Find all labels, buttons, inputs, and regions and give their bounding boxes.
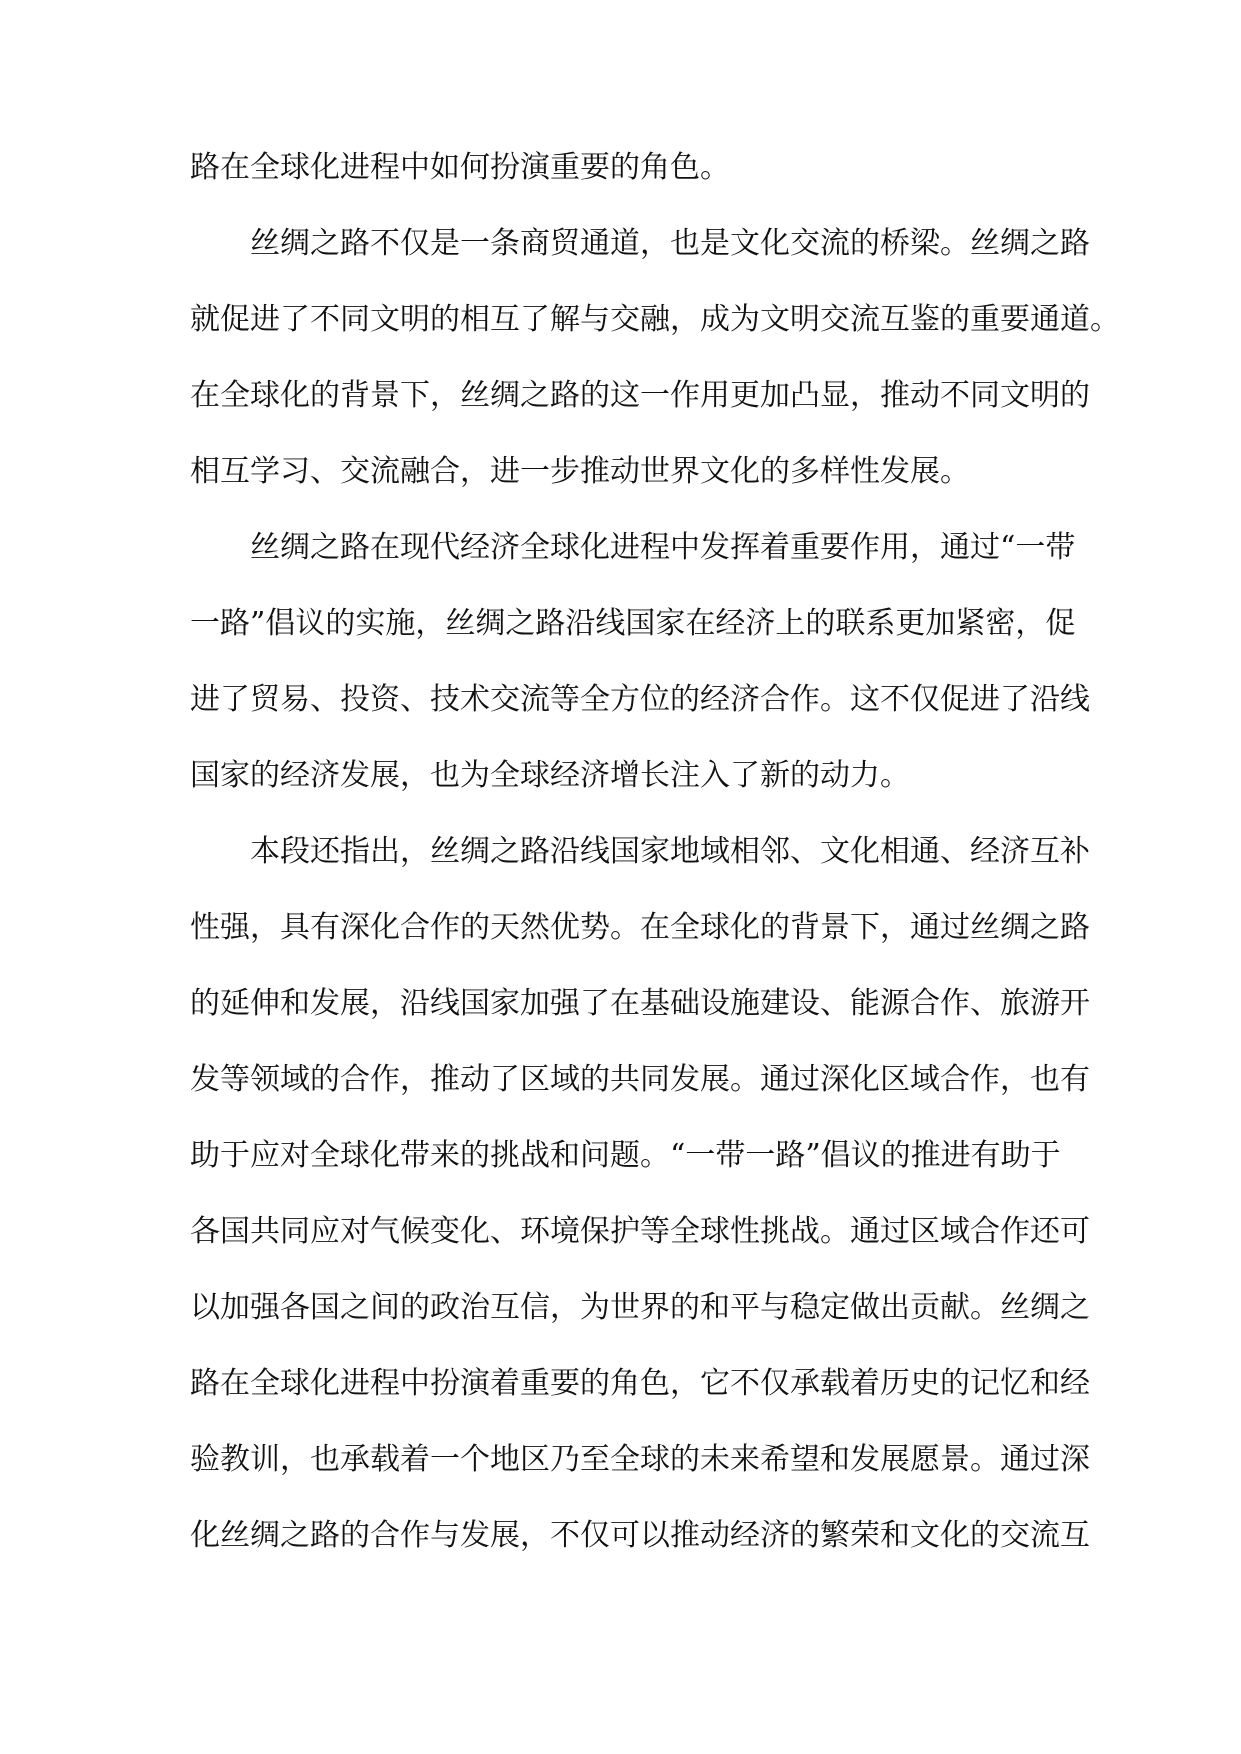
text-line: 就促进了不同文明的相互了解与交融，成为文明交流互鉴的重要通道。 [190, 302, 1120, 337]
text-line: 路在全球化进程中扮演着重要的角色，它不仅承载着历史的记忆和经 [190, 1366, 1090, 1401]
text-line: 化丝绸之路的合作与发展，不仅可以推动经济的繁荣和文化的交流互 [190, 1518, 1090, 1553]
text-line: 一路”倡议的实施，丝绸之路沿线国家在经济上的联系更加紧密，促 [190, 606, 1076, 641]
text-line: 以加强各国之间的政治互信，为世界的和平与稳定做出贡献。丝绸之 [190, 1290, 1090, 1325]
text-line: 国家的经济发展，也为全球经济增长注入了新的动力。 [190, 758, 910, 793]
text-line: 的延伸和发展，沿线国家加强了在基础设施建设、能源合作、旅游开 [190, 986, 1090, 1021]
text-line: 在全球化的背景下，丝绸之路的这一作用更加凸显，推动不同文明的 [190, 378, 1090, 413]
text-line: 进了贸易、投资、技术交流等全方位的经济合作。这不仅促进了沿线 [190, 682, 1090, 717]
text-line: 路在全球化进程中如何扮演重要的角色。 [190, 150, 730, 185]
document-body [190, 130, 1120, 1574]
paragraph-first-line: 本段还指出，丝绸之路沿线国家地域相邻、文化相通、经济互补 [250, 834, 1090, 869]
paragraph-first-line: 丝绸之路不仅是一条商贸通道，也是文化交流的桥梁。丝绸之路 [250, 226, 1090, 261]
text-line: 助于应对全球化带来的挑战和问题。“一带一路”倡议的推进有助于 [190, 1138, 1061, 1173]
text-line: 验教训，也承载着一个地区乃至全球的未来希望和发展愿景。通过深 [190, 1442, 1090, 1477]
text-line: 性强，具有深化合作的天然优势。在全球化的背景下，通过丝绸之路 [190, 910, 1090, 945]
text-line: 各国共同应对气候变化、环境保护等全球性挑战。通过区域合作还可 [190, 1214, 1090, 1249]
text-line: 发等领域的合作，推动了区域的共同发展。通过深化区域合作，也有 [190, 1062, 1090, 1097]
text-line: 相互学习、交流融合，进一步推动世界文化的多样性发展。 [190, 454, 970, 489]
paragraph-first-line: 丝绸之路在现代经济全球化进程中发挥着重要作用，通过“一带 [250, 530, 1076, 565]
